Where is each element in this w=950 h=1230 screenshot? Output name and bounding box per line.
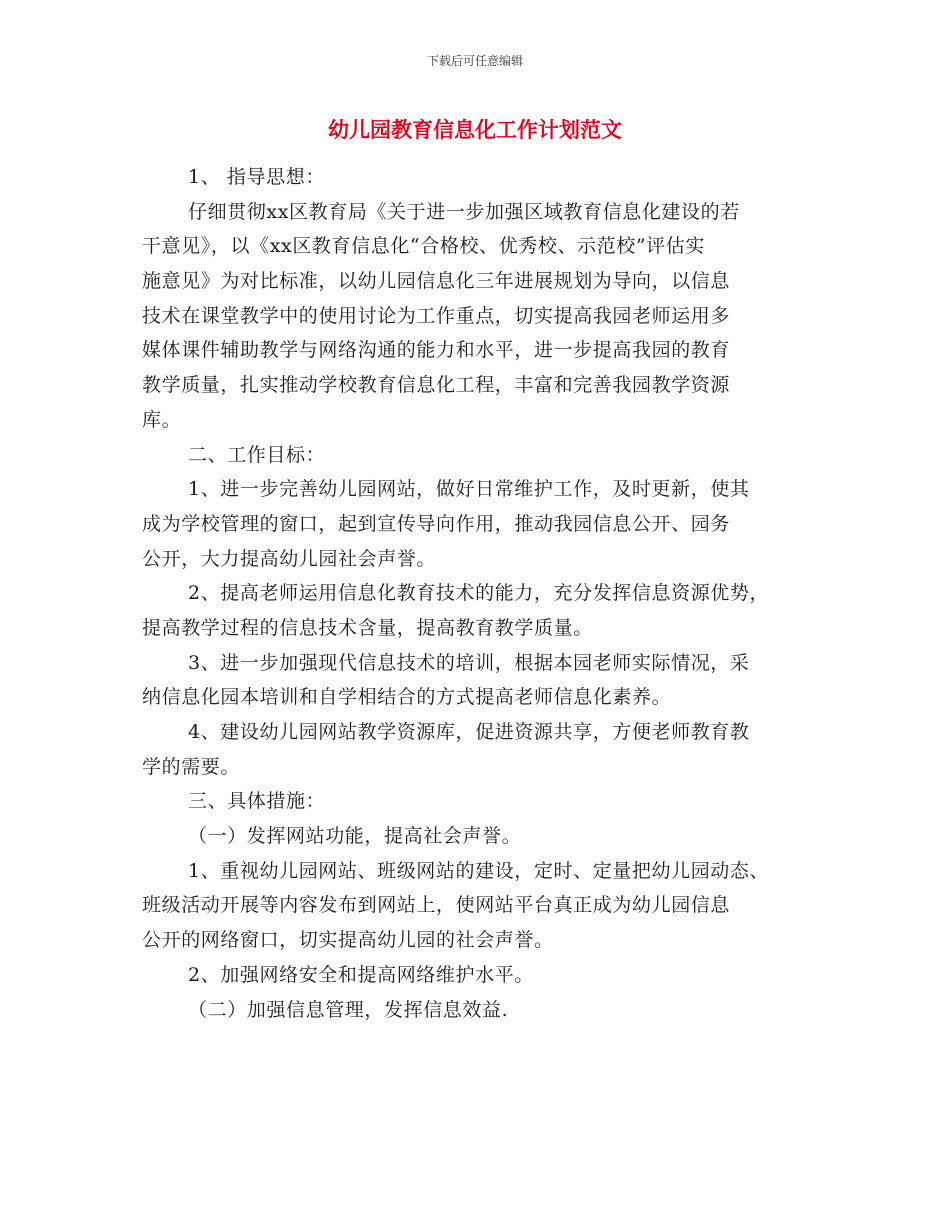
paragraph-line: 公开，大力提高幼儿园社会声誉。 (142, 547, 437, 570)
paragraph-line: 教学质量，扎实推动学校教育信息化工程，丰富和完善我园教学资源 (142, 374, 731, 397)
paragraph-line: 三、具体措施： (188, 790, 326, 813)
paragraph-line: 技术在课堂教学中的使用讨论为工作重点，切实提高我园老师运用多 (142, 304, 731, 327)
paragraph-line: 4、建设幼儿园网站教学资源库，促进资源共享，方便老师教育教 (188, 721, 750, 743)
paragraph-line: 公开的网络窗口，切实提高幼儿园的社会声誉。 (142, 929, 554, 952)
paragraph-line: 施意见》为对比标准，以幼儿园信息化三年进展规划为导向，以信息 (142, 270, 731, 293)
paragraph-line: 库。 (142, 408, 182, 431)
paragraph-line: 成为学校管理的窗口，起到宣传导向作用，推动我园信息公开、园务 (142, 512, 731, 535)
document-title: 幼儿园教育信息化工作计划范文 (328, 117, 622, 142)
paragraph-line: 2、加强网络安全和提高网络维护水平。 (188, 963, 534, 986)
page-header: 下载后可任意编辑 (426, 54, 523, 68)
paragraph-line: 仔细贯彻xx区教育局《关于进一步加强区域教育信息化建设的若 (188, 200, 740, 223)
paragraph-line: 提高教学过程的信息技术含量，提高教育教学质量。 (142, 616, 593, 639)
paragraph-line: （二）加强信息管理，发挥信息效益. (188, 998, 509, 1021)
paragraph-line: （一）发挥网站功能，提高社会声誉。 (188, 825, 522, 848)
paragraph-line: 班级活动开展等内容发布到网站上，使网站平台真正成为幼儿园信息 (142, 894, 731, 917)
paragraph-line: 二、工作目标： (188, 443, 326, 466)
paragraph-line: 学的需要。 (142, 755, 241, 778)
paragraph-line: 干意见》，以《xx区教育信息化“合格校、优秀校、示范校”评估实 (142, 235, 705, 258)
paragraph-line: 1、 指导思想： (188, 166, 325, 188)
paragraph-line: 媒体课件辅助教学与网络沟通的能力和水平，进一步提高我园的教育 (142, 339, 731, 362)
paragraph-line: 1、进一步完善幼儿园网站，做好日常维护工作，及时更新，使其 (188, 478, 750, 501)
paragraph-line: 2、提高老师运用信息化教育技术的能力，充分发挥信息资源优势， (188, 582, 770, 605)
document-body (142, 160, 812, 1027)
paragraph-line: 3、进一步加强现代信息技术的培训，根据本园老师实际情况，采 (188, 651, 750, 674)
paragraph-line: 纳信息化园本培训和自学相结合的方式提高老师信息化素养。 (142, 686, 672, 709)
paragraph-line: 1、重视幼儿园网站、班级网站的建设，定时、定量把幼儿园动态、 (188, 859, 770, 882)
